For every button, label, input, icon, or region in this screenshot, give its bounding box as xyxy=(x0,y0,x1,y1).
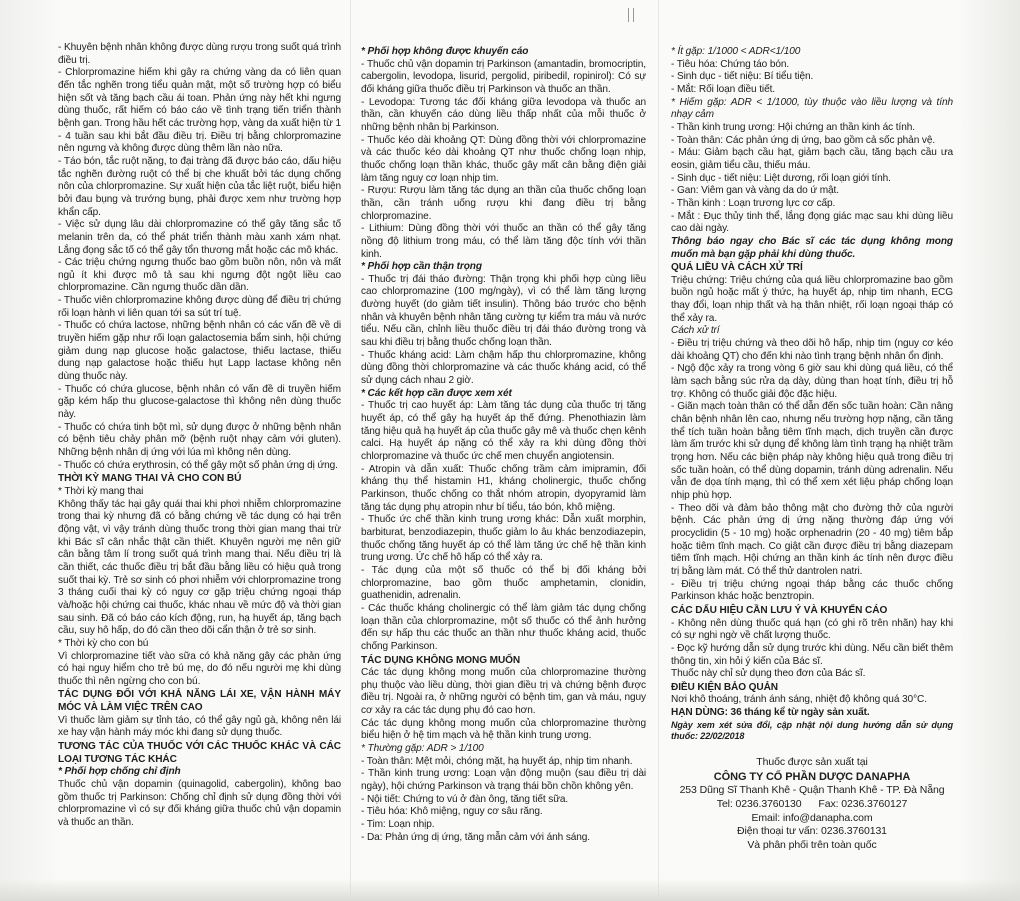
page-edge-shadow xyxy=(0,879,1020,901)
paragraph: - Sinh dục - tiết niệu: Liệt dương, rối loạn giới tính. xyxy=(671,172,891,184)
paragraph: - Tiêu hóa: Chứng táo bón. xyxy=(671,58,790,70)
paragraph: Các tác dụng không mong muốn của chlorpromazine thường biểu hiện ở hệ tim mạch và hệ thần kinh trung ương. xyxy=(361,717,646,742)
paragraph: - Máu: Giảm bạch cầu hạt, giảm bạch cầu, tăng bạch cầu ưa eosin, giảm tiểu cầu, thiếu máu. xyxy=(671,147,953,171)
paragraph: * Hiếm gặp: ADR < 1/1000, tùy thuộc vào liều lượng và tính nhạy cảm xyxy=(671,96,953,121)
paragraph: - Tim: Loạn nhịp. xyxy=(361,819,435,831)
paragraph: - Sinh dục - tiết niệu: Bí tiểu tiện. xyxy=(671,71,814,83)
company-address: 253 Dũng Sĩ Thanh Khê - Quận Thanh Khê - TP. Đà Nẵng xyxy=(679,784,945,797)
paragraph: Triệu chứng: Triệu chứng của quá liều chlorpromazine bao gồm buồn ngủ hoặc mất ý thức, hạ huyết áp, nhịp tim nhanh, ECG thay đổi, loạn nhịp thất và hạ thân nhiệt, rối loạn ngoại tháp có thể xảy ra. xyxy=(671,274,953,324)
paragraph: - Tiêu hóa: Khô miệng, nguy cơ sâu răng. xyxy=(361,806,543,818)
paragraph: - Atropin và dẫn xuất: Thuốc chống trầm cảm imipramin, đối kháng thụ thể histamin H1, kháng cholinergic, thuốc chống Parkinson, thuốc chống co thắt nhóm atropin, dyopyramid làm tăng tác dụng phụ atropin như bí tiểu, táo bón, khô miệng. xyxy=(361,463,646,513)
paragraph: - Rượu: Rượu làm tăng tác dụng an thần của thuốc chống loạn thần, cần tránh uống rượu khi đang điều trị bằng chlorpromazine. xyxy=(361,185,646,222)
paragraph: - Táo bón, tắc ruột nặng, to đại tràng đã được báo cáo, dấu hiệu tắc nghẽn đường ruột có thể bị che khuất bởi tác dụng chống nôn của chlorpromazine. Sự xuất hiện của tắc liệt ruột, biểu hiện bởi đau bụng và trướng bụng, phải được xem như trường hợp khẩn cấp. xyxy=(58,155,341,218)
paragraph: - Nội tiết: Chứng to vú ở đàn ông, tăng tiết sữa. xyxy=(361,793,569,805)
paragraph: - Toàn thân: Mệt mỏi, chóng mặt, hạ huyết áp, nhịp tim nhanh. xyxy=(361,755,633,767)
paragraph: Các tác dụng không mong muốn của chlorpromazine thường phụ thuộc vào liều dùng, thời gian điều trị và chứng bệnh được điều trị. Ngoài ra, ở những người có bệnh tim, gan và máu, nguy cơ xảy ra các tác dụng phụ đó cao hơn. xyxy=(361,667,646,717)
paragraph: - Thuốc có chứa erythrosin, có thể gây một số phản ứng dị ứng. xyxy=(58,459,338,471)
paragraph: Thông báo ngay cho Bác sĩ các tác dụng không mong muốn mà bạn gặp phải khi dùng thuốc. xyxy=(671,235,953,260)
paragraph: Thuốc chủ vận dopamin (quinagolid, cabergolin), không bao gồm thuốc trị Parkinson: Chống chỉ định sử dụng đồng thời với chlorpromazine vì có sự đối kháng giữa thuốc chủ vận dopamin và thuốc an thần. xyxy=(58,779,341,829)
paragraph: - Lithium: Dùng đồng thời với thuốc an thần có thể gây tăng nồng độ lithium trong máu, có thể làm tăng độc tính với thần kinh. xyxy=(361,223,646,260)
company-email: Email: info@danapha.com xyxy=(751,811,873,824)
paragraph: * Thời kỳ cho con bú xyxy=(58,637,149,649)
paragraph: * Phối hợp chống chỉ định xyxy=(58,766,181,778)
column-left xyxy=(58,42,341,830)
paragraph: Nơi khô thoáng, tránh ánh sáng, nhiệt độ không quá 30°C. xyxy=(671,694,927,706)
paragraph: * Ít gặp: 1/1000 < ADR<1/100 xyxy=(671,46,801,57)
paragraph: - Ngộ độc xảy ra trong vòng 6 giờ sau khi dùng quá liều, có thể làm sạch bằng súc rửa dạ dày, dùng than hoạt tính, điều trị hỗ trợ. Không có thuốc giải độc đặc hiệu. xyxy=(671,363,953,400)
distribution-note: Và phân phối trên toàn quốc xyxy=(747,838,877,851)
section-heading: THỜI KỲ MANG THAI VÀ CHO CON BÚ xyxy=(58,473,242,485)
fold-line xyxy=(658,0,659,901)
paragraph: - Không nên dùng thuốc quá hạn (có ghi rõ trên nhãn) hay khi có sự nghi ngờ về chất lượng thuốc. xyxy=(671,617,953,642)
made-by-label: Thuốc được sản xuất tại xyxy=(756,756,868,769)
paragraph: - Toàn thân: Các phản ứng dị ứng, bao gồm cả sốc phản vệ. xyxy=(671,134,936,146)
paragraph: - Thuốc có chứa glucose, bệnh nhân có vấn đề di truyền hiếm gặp kém hấp thu glucose-galactose thì không nên dùng thuốc này. xyxy=(58,383,341,421)
paragraph: - Thuốc kháng acid: Làm chậm hấp thu chlorpromazine, không dùng đồng thời chlorpromazine và các thuốc kháng acid, có thể sử dụng cách nhau 2 giờ. xyxy=(361,349,646,387)
paragraph: - Việc sử dụng lâu dài chlorpromazine có thể gây tăng sắc tố melanin trên da, có thể phát triển thành màu xanh xám nhạt. Lắng đọng sắc tố có thể gây tổn thương mắt hoặc các mô khác. xyxy=(58,219,341,256)
paragraph: - Thuốc viên chlorpromazine không được dùng để điều trị chứng rối loạn hành vi liên quan tới sa sút trí tuệ. xyxy=(58,295,341,319)
paragraph: - Các triệu chứng ngưng thuốc bao gồm buồn nôn, nôn và mất ngủ ít khi được mô tả sau khi ngưng đột ngột liều cao chlorpromazine. Cần ngưng thuốc dần dần. xyxy=(58,257,341,294)
manufacturer-block xyxy=(671,756,953,852)
paragraph: - Thuốc trị cao huyết áp: Làm tăng tác dụng của thuốc trị tăng huyết áp, có thể gây hạ huyết áp thế đứng. Phenothiazin làm tăng hiệu quả hạ huyết áp của thuốc gây mê và thuốc chẹn kênh calci. Hạ huyết áp nặng có thể xảy ra khi dùng đồng thời chlorpromazine và thuốc ức chế men chuyển angiotensin. xyxy=(361,400,646,462)
column-right xyxy=(671,46,953,852)
paragraph: - Thuốc có chứa tinh bột mì, sử dụng được ở những bệnh nhân có bệnh tiêu chảy phân mỡ (bệnh ruột nhạy cảm với gluten). Những bệnh nhân dị ứng với lúa mì không nên dùng. xyxy=(58,421,341,458)
paragraph: * Các kết hợp cần được xem xét xyxy=(361,387,512,399)
paragraph: - Khuyên bệnh nhân không được dùng rượu trong suốt quá trình điều trị. xyxy=(58,42,341,66)
paragraph: * Phối hợp cần thận trọng xyxy=(361,261,482,273)
paragraph: - Giãn mạch toàn thân có thể dẫn đến sốc tuần hoàn: Cần nâng chân bệnh nhân lên cao, nhưng nếu trường hợp nặng, cần tăng thể tích tuần hoàn bằng tiêm tĩnh mạch, dịch truyền cần được làm ấm trước khi sử dụng để không làm tình trạng hạ nhiệt trầm trọng hơn. Nếu các biện pháp này không hiệu quả trong điều trị sốc tuần hoàn, có thể dùng dopamin, tránh dùng adrenalin. Nếu vẫn đe dọa tính mạng, thì có thể xem xét liệu pháp chống loạn nhịp phù hợp. xyxy=(671,401,953,501)
section-heading: TƯƠNG TÁC CỦA THUỐC VỚI CÁC THUỐC KHÁC VÀ CÁC LOẠI TƯƠNG TÁC KHÁC xyxy=(58,741,341,765)
company-name: CÔNG TY CỔ PHẦN DƯỢC DANAPHA xyxy=(713,770,911,783)
column-middle xyxy=(361,46,646,844)
paragraph: Vì chlorpromazine tiết vào sữa có khả năng gây các phản ứng có hại nguy hiểm cho trẻ bú mẹ, do đó nếu người mẹ khi dùng thuốc thì nên ngừng cho con bú. xyxy=(58,650,341,687)
paragraph: - Điều trị triệu chứng và theo dõi hô hấp, nhịp tim (nguy cơ kéo dài khoảng QT) cho đến khi nào tình trạng bệnh nhân ổn định. xyxy=(671,338,953,362)
paragraph: - Theo dõi và đảm bảo thông mật cho đường thở của người bệnh. Các phản ứng dị ứng nặng thường đáp ứng với procyclidin (5 - 10 mg) hoặc orphenadrin (20 - 40 mg) tiêm bắp hoặc tiêm tĩnh mạch. Co giật cần được điều trị bằng diazepam tiêm tĩnh mạch. Hội chứng an thần kinh ác tính nên được điều trị bằng làm mát. Có thể thử dantrolen natri. xyxy=(671,502,953,577)
paragraph: - Thuốc trị đái tháo đường: Thận trọng khi phối hợp cùng liều cao chlorpromazine (100 mg/ngày), vì có thể làm tăng lượng đường huyết (do giảm tiết insulin). Thông báo trước cho bệnh nhân và khuyên bệnh nhân tăng cường tự kiểm tra máu và nước tiểu. Nếu cần, chỉnh liều thuốc điều trị đái tháo đường trong và sau khi điều trị bằng thuốc chống loạn thần. xyxy=(361,273,646,349)
paragraph: - Tác dụng của một số thuốc có thể bị đối kháng bởi chlorpromazine, bao gồm thuốc amphetamin, clonidin, guathenidin, adrenalin. xyxy=(361,564,646,602)
company-hotline: Điện thoại tư vấn: 0236.3760131 xyxy=(737,825,887,838)
paragraph: - Levodopa: Tương tác đối kháng giữa levodopa và thuốc an thần, cần khuyến cáo dùng liều thấp nhất của mỗi thuốc ở những bệnh nhân bị Parkinson. xyxy=(361,96,646,133)
paragraph: Không thấy tác hại gây quái thai khi phơi nhiễm chlorpromazine trong thai kỳ nhưng đã có bằng chứng về tác dụng có hại trên động vật, vì vậy tránh dùng thuốc trong thời gian mang thai trừ khi Bác sĩ cân nhắc thật cần thiết. Khuyên người mẹ nên giữ cân bằng tâm lí trong suốt quá trình mang thai. Nếu điều trị là cần thiết, các thuốc điều trị bắt đầu bằng liều có hiệu quả trong suốt thai kỳ. Trẻ sơ sinh có phơi nhiễm với chlorpromazine trong 3 tháng cuối thai kỳ có nguy cơ gặp triệu chứng ngoại tháp và/hoặc hội chứng cai thuốc, khác nhau về mức độ và thời gian sau sinh. Đã có báo cáo kích động, run, hạ huyết áp, tăng bạch cầu, suy hô hấp, do đó cần theo dõi cẩn thận ở trẻ sơ sinh. xyxy=(58,498,341,637)
company-tel-fax: Tel: 0236.3760130 Fax: 0236.3760127 xyxy=(716,797,908,810)
registration-mark xyxy=(628,8,634,22)
paragraph: - Mắt : Đục thủy tinh thể, lắng đọng giác mạc sau khi dùng liều cao dài ngày. xyxy=(671,210,953,235)
paragraph: HẠN DÙNG: 36 tháng kể từ ngày sản xuất. xyxy=(671,707,870,719)
section-heading: TÁC DỤNG ĐỐI VỚI KHẢ NĂNG LÁI XE, VẬN HÀNH MÁY MÓC VÀ LÀM VIỆC TRÊN CAO xyxy=(58,689,341,714)
paragraph: - Thuốc chủ vận dopamin trị Parkinson (amantadin, bromocriptin, cabergolin, levodopa, lisurid, pergolid, piribedil, ropinirol): Có sự đối kháng giữa thuốc điều trị Parkinson và thuốc an thần. xyxy=(361,58,646,95)
paragraph: - Gan: Viêm gan và vàng da do ứ mật. xyxy=(671,185,839,197)
paragraph: - Thuốc kéo dài khoảng QT: Dùng đồng thời với chlorpromazine và các thuốc kéo dài khoảng QT như thuốc chống loạn nhịp, thuốc chống loạn thần khác, thuốc gây mất cân bằng điện giải làm tăng nguy cơ loạn nhịp tim. xyxy=(361,134,646,184)
paragraph: - Thần kinh : Loạn trương lực cơ cấp. xyxy=(671,197,836,209)
fold-line xyxy=(350,0,351,901)
section-heading: CÁC DẤU HIỆU CẦN LƯU Ý VÀ KHUYẾN CÁO xyxy=(671,604,888,616)
paragraph: Vì thuốc làm giảm sự tỉnh táo, có thể gây ngủ gà, không nên lái xe hay vận hành máy móc khi đang sử dụng thuốc. xyxy=(58,714,341,739)
paragraph: - Chlorpromazine hiếm khi gây ra chứng vàng da có liên quan đến tắc nghẽn trong tiểu quản mật, một số trường hợp có biểu hiện sốt và tăng bạch cầu ái toan. Phản ứng này hết khi ngưng dùng thuốc, rất hiếm có báo cáo về tình trạng tiến triển thành bệnh gan. Trong hầu hết các trường hợp, vàng da xuất hiện từ 1 - 4 tuần sau khi bắt đầu điều trị. Điều trị bằng chlorpromazine nên ngưng và không được dùng thêm lần nào nữa. xyxy=(58,67,341,155)
paragraph: Thuốc này chỉ sử dụng theo đơn của Bác sĩ. xyxy=(671,668,866,680)
paragraph: - Các thuốc kháng cholinergic có thể làm giảm tác dụng chống loạn thần của chlorpromazine, một số thuốc có thể ảnh hưởng đến sự hấp thu các thuốc an thần như thuốc kháng acid, thuốc chống Parkinson. xyxy=(361,602,646,652)
section-heading: QUÁ LIỀU VÀ CÁCH XỬ TRÍ xyxy=(671,262,803,274)
paragraph: Cách xử trí xyxy=(671,325,720,337)
paragraph: - Điều trị triệu chứng ngoại tháp bằng các thuốc chống Parkinson khác hoặc benztropin. xyxy=(671,578,953,603)
paragraph: - Đọc kỹ hướng dẫn sử dụng trước khi dùng. Nếu cần biết thêm thông tin, xin hỏi ý kiến của Bác sĩ. xyxy=(671,642,953,667)
paragraph: - Mắt: Rối loạn điều tiết. xyxy=(671,83,775,95)
section-heading: TÁC DỤNG KHÔNG MONG MUỐN xyxy=(361,654,521,666)
paragraph: - Thần kinh trung ương: Hội chứng an thần kinh ác tính. xyxy=(671,121,915,133)
paragraph: * Phối hợp không được khuyến cáo xyxy=(361,46,529,57)
section-heading: ĐIỀU KIỆN BẢO QUẢN xyxy=(671,681,778,693)
paragraph: * Thời kỳ mang thai xyxy=(58,485,144,497)
paragraph: * Thường gặp: ADR > 1/100 xyxy=(361,743,484,755)
column-right-body xyxy=(671,46,953,742)
paragraph: Ngày xem xét sửa đổi, cập nhật nội dung hướng dẫn sử dụng thuốc: 22/02/2018 xyxy=(671,719,953,742)
paragraph: - Thần kinh trung ương: Loạn vận động muộn (sau điều trị dài ngày), hội chứng Parkinson và trạng thái bồn chồn không yên. xyxy=(361,768,646,793)
paragraph: - Da: Phản ứng dị ứng, tăng mẫn cảm với ánh sáng. xyxy=(361,831,591,843)
paragraph: - Thuốc ức chế thần kinh trung ương khác: Dẫn xuất morphin, barbiturat, benzodiazepin, thuốc giảm lo âu khác benzodiazepin, thuốc chống tăng huyết áp có thể làm tăng ức chế hệ thần kinh trung ương. Ức chế hô hấp có thể xảy ra. xyxy=(361,514,646,564)
paragraph: - Thuốc có chứa lactose, những bệnh nhân có các vấn đề về di truyền hiếm gặp như rối loạn galactosemia bẩm sinh, hội chứng giảm dung nạp glucose hoặc galactose, thiếu lactase, thiếu dung nạp galactose hoặc thiếu hụt Lapp lactase không nên dùng thuốc này. xyxy=(58,320,341,383)
